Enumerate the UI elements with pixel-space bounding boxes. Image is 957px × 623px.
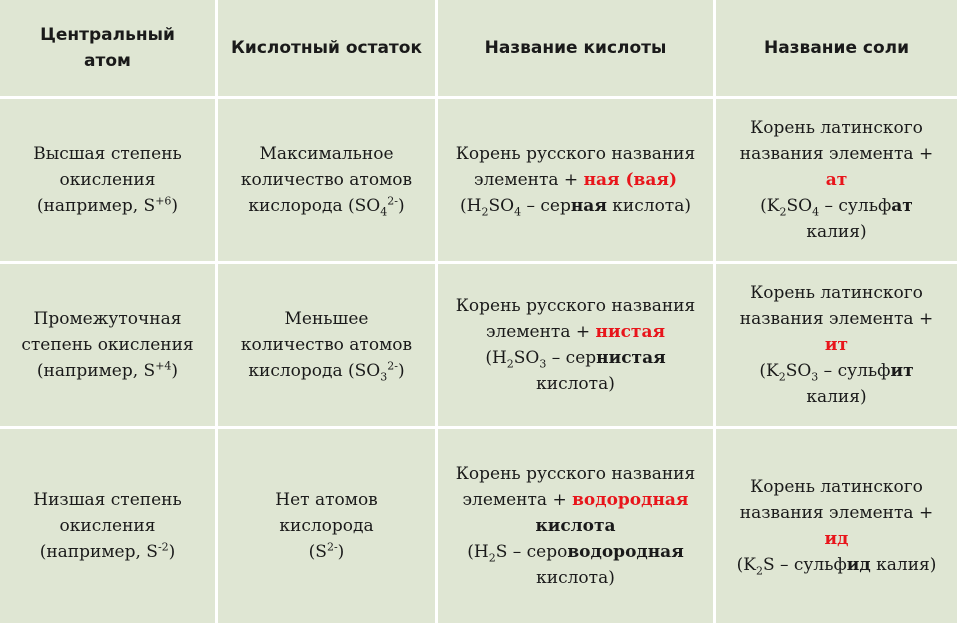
header-acid-name xyxy=(438,0,716,99)
row2-atom xyxy=(0,264,218,429)
row3-residue xyxy=(218,429,438,623)
row2-atom-line1: Промежуточная xyxy=(33,309,182,329)
row3-acid-line5: кислота) xyxy=(536,568,615,588)
row1-salt xyxy=(716,99,957,264)
row2-residue-line2: количество атомов xyxy=(240,335,413,355)
row1-acid xyxy=(438,99,716,264)
row1-atom xyxy=(0,99,218,264)
row3-acid xyxy=(438,429,716,623)
row1-salt-suffix: ат xyxy=(825,170,848,190)
row3-acid-line3: кислота xyxy=(535,516,616,536)
row3-acid-line4: ($H_2S$ – сероводородная xyxy=(467,542,684,565)
row3-atom xyxy=(0,429,218,623)
row2-residue-line3: кислорода $(SO_3^{2-})$ xyxy=(248,359,405,384)
row2-salt-line2: названия элемента + xyxy=(739,309,934,329)
row2-acid-line4: кислота) xyxy=(536,374,615,394)
row1-acid-line1: Корень русского названия xyxy=(455,144,696,164)
row1-salt-line5: калия) xyxy=(806,222,867,242)
row2-salt-suffix: ит xyxy=(824,335,849,355)
row1-acid-line3: ($H_2SO_4$ – серная кислота) xyxy=(460,196,691,219)
row2-acid-line1: Корень русского названия xyxy=(455,296,696,316)
row2-salt-line1: Корень латинского xyxy=(750,283,923,303)
row2-atom-line3: (например, $S^{+4}$) xyxy=(36,359,179,381)
header-acid-name-text: Название кислоты xyxy=(484,38,667,58)
row3-residue-line3: $(S^{2-})$ xyxy=(308,540,345,562)
row3-residue-line1: Нет атомов xyxy=(275,490,378,510)
row1-atom-line3: (например, $S^{+6}$) xyxy=(36,194,179,216)
header-acid-residue-text: Кислотный остаток xyxy=(231,38,422,58)
row3-acid-line1: Корень русского названия xyxy=(455,464,696,484)
row1-atom-line2: окисления xyxy=(59,170,156,190)
row3-salt-line4: ($K_2S$ – сульфид калия) xyxy=(736,555,937,578)
row2-salt xyxy=(716,264,957,429)
row3-salt-line2: названия элемента + xyxy=(739,503,934,523)
header-acid-residue xyxy=(218,0,438,99)
row1-atom-line1: Высшая степень xyxy=(33,144,182,164)
row2-atom-line2: степень окисления xyxy=(21,335,194,355)
row3-acid-line2: элемента + водородная xyxy=(462,490,689,510)
row2-salt-line4: ($K_2SO_3$ – сульфит xyxy=(759,361,914,384)
row1-salt-line2: названия элемента + xyxy=(739,144,934,164)
header-central-atom xyxy=(0,0,218,99)
row3-atom-line2: окисления xyxy=(59,516,156,536)
row2-residue xyxy=(218,264,438,429)
row2-residue-line1: Меньшее xyxy=(284,309,369,329)
row1-salt-line4: ($K_2SO_4$ – сульфат xyxy=(760,196,913,219)
row1-salt-line1: Корень латинского xyxy=(750,118,923,138)
row3-atom-line3: (например, $S^{-2}$) xyxy=(39,540,176,562)
row1-residue-line3: кислорода $(SO_4^{2-})$ xyxy=(248,194,405,219)
row3-salt-line1: Корень латинского xyxy=(750,477,923,497)
row3-salt-suffix: ид xyxy=(824,529,849,549)
header-salt-name xyxy=(716,0,957,99)
row3-salt xyxy=(716,429,957,623)
row1-residue xyxy=(218,99,438,264)
row1-residue-line1: Максимальное xyxy=(259,144,394,164)
row2-salt-line5: калия) xyxy=(806,387,867,407)
row3-atom-line1: Низшая степень xyxy=(33,490,182,510)
row2-acid xyxy=(438,264,716,429)
row1-residue-line2: количество атомов xyxy=(240,170,413,190)
row2-acid-line3: ($H_2SO_3$ – сернистая xyxy=(485,348,666,371)
row3-residue-line2: кислорода xyxy=(279,516,374,536)
header-central-atom-text: Центральный атом xyxy=(40,25,175,71)
row1-acid-line2: элемента + ная (вая) xyxy=(473,170,677,190)
row2-acid-line2: элемента + нистая xyxy=(485,322,666,342)
header-salt-name-text: Название соли xyxy=(763,38,910,58)
